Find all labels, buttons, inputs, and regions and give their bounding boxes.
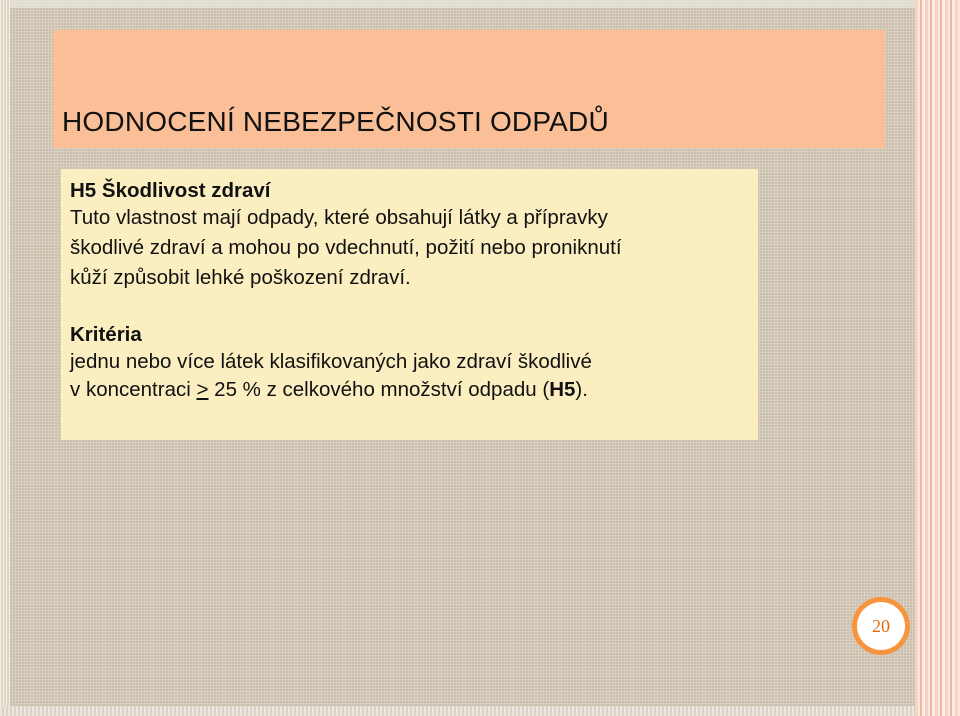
slide-title: HODNOCENÍ NEBEZPEČNOSTI ODPADŮ (62, 106, 609, 137)
criteria-line-1: jednu nebo více látek klasifikovaných jako zdraví škodlivé (70, 350, 592, 373)
criteria-heading: Kritéria (70, 323, 142, 346)
page-number-badge (852, 597, 910, 655)
paragraph-line-3: kůží způsobit lehké poškození zdraví. (70, 266, 411, 289)
criteria-text-middle: 25 % z celkového množství odpadu ( (208, 378, 550, 401)
page-number: 20 (872, 615, 890, 636)
paragraph-line-1: Tuto vlastnost mají odpady, které obsahují látky a přípravky (70, 206, 608, 229)
section-heading: H5 Škodlivost zdraví (70, 179, 271, 202)
criteria-text-end: ). (575, 378, 588, 401)
slide-bottom-edge (0, 706, 960, 716)
page-number-inner (857, 602, 905, 650)
criteria-text-start: v koncentraci (70, 378, 197, 401)
decorative-stripes (915, 0, 960, 716)
criteria-line-2 (70, 378, 588, 402)
hazard-code: H5 (549, 378, 576, 401)
greater-equal-symbol: > (196, 378, 209, 401)
slide-top-edge (0, 0, 960, 8)
paragraph-line-2: škodlivé zdraví a mohou po vdechnutí, požití nebo proniknutí (70, 236, 622, 259)
slide-left-edge (0, 0, 10, 716)
